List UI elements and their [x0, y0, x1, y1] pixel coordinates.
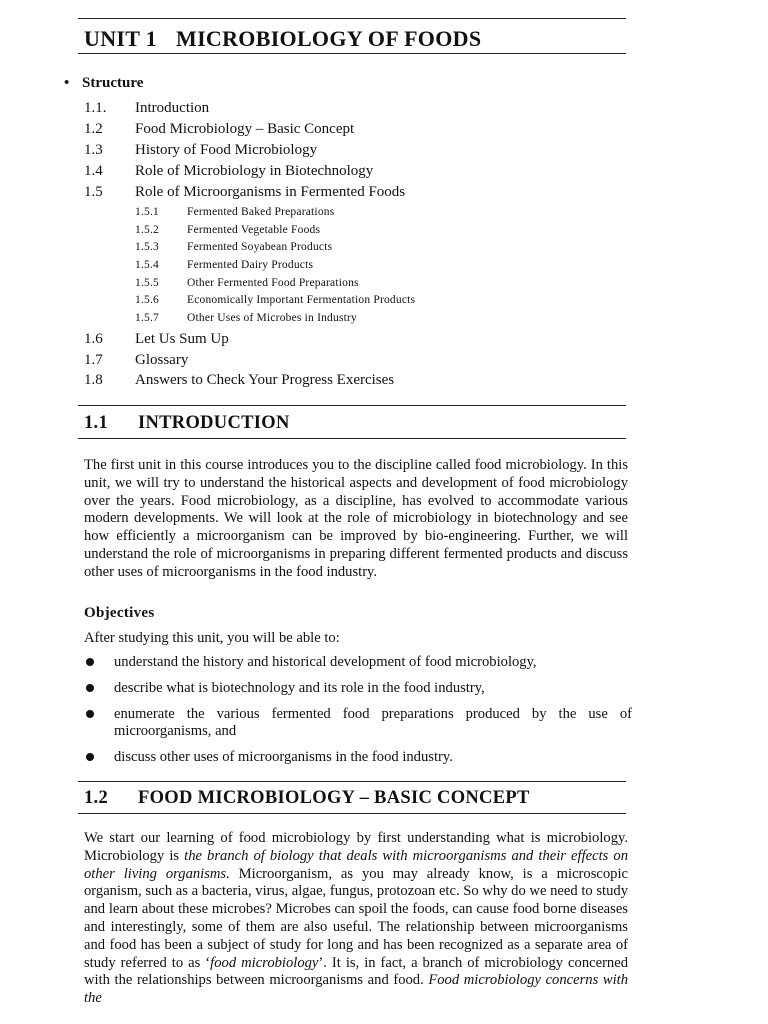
toc-subitem-number: 1.5.2: [135, 224, 159, 236]
section-rule-bottom: [78, 813, 626, 814]
toc-subitem-number: 1.5.4: [135, 259, 159, 271]
bullet-dot-icon: [86, 684, 94, 692]
toc-subitem-label: Fermented Vegetable Foods: [187, 224, 321, 236]
list-item: [84, 749, 632, 767]
toc-subitem-number: 1.5.7: [135, 312, 159, 324]
toc-item-label: Let Us Sum Up: [135, 331, 229, 347]
list-item-text: enumerate the various fermented food preparations produced by the use of microorganisms, and: [114, 705, 632, 740]
section-heading-introduction: [84, 413, 290, 434]
section-rule-top: [78, 405, 626, 406]
toc-item-label: Introduction: [135, 100, 210, 116]
paragraph-emphasis: food microbiology: [210, 954, 319, 971]
section-number: 1.2: [84, 788, 109, 808]
toc-subitem-number: 1.5.6: [135, 294, 159, 306]
toc-item-number: 1.7: [84, 352, 103, 368]
paragraph-text: We start our learning of food microbiology by first understanding what is microbiology. Microbiology is: [84, 830, 628, 864]
toc-subitem-number: 1.5.5: [135, 277, 159, 289]
toc-subitem-number: 1.5.1: [135, 206, 159, 218]
unit-title: [84, 26, 624, 52]
unit-number: UNIT 1: [84, 26, 157, 51]
top-rule: [78, 18, 626, 19]
list-item-text: understand the history and historical development of food microbiology,: [114, 654, 537, 670]
paragraph-emphasis: Food microbiology concerns with the: [84, 972, 628, 1007]
list-item-text: discuss other uses of microorganisms in the food industry.: [114, 749, 453, 766]
toc-subitem-label: Other Fermented Food Preparations: [187, 277, 359, 289]
toc-item-number: 1.2: [84, 121, 103, 137]
structure-bullet: •: [64, 75, 70, 91]
toc-subitem-label: Fermented Dairy Products: [187, 259, 314, 271]
unit-title-underline: [78, 53, 626, 54]
structure-heading-text: Structure: [82, 75, 144, 91]
list-item: [84, 706, 632, 742]
toc-subitem-label: Other Uses of Microbes in Industry: [187, 312, 358, 324]
list-item-text: describe what is biotechnology and its role in the food industry,: [114, 679, 485, 696]
toc-item-label: Role of Microbiology in Biotechnology: [135, 163, 374, 179]
paragraph-text: ’. It is, in fact, a branch of microbiology concerned with the relationships between microorganisms and food.: [84, 954, 629, 989]
section-number: 1.1: [84, 413, 109, 433]
toc-item-number: 1.8: [84, 372, 103, 388]
toc-subitem-label: Economically Important Fermentation Products: [187, 294, 416, 306]
bullet-dot-icon: [86, 710, 94, 718]
structure-heading: [64, 75, 143, 92]
list-item: [84, 680, 632, 698]
toc-subitem-number: 1.5.3: [135, 241, 159, 253]
section-rule-bottom: [78, 438, 626, 439]
bullet-dot-icon: [86, 753, 94, 761]
objectives-list: [84, 654, 632, 775]
toc-subitem-label: Fermented Baked Preparations: [187, 206, 335, 218]
toc-item-label: Answers to Check Your Progress Exercises: [135, 372, 395, 388]
basic-concept-paragraph: [84, 830, 628, 1008]
toc-item-number: 1.6: [84, 331, 103, 347]
toc-item-label: History of Food Microbiology: [135, 142, 318, 158]
toc-item-number: 1.4: [84, 163, 103, 179]
toc-item-number: 1.1.: [84, 100, 107, 116]
paragraph-text: Microorganism, as you may already know, is a microscopic organism, such as a bacteria, virus, algae, fungus, protozoan etc. So why do we need to study and learn about these microbes? Microbes can spoil the foods, can cause food borne diseases and interestingly, some of them are also useful. The relationship between microorganisms and food has been a subject of study for long and has been recognized as a separate area of study referred to as ‘: [84, 865, 628, 971]
list-item: [84, 654, 632, 672]
section-heading-basic-concept: [84, 788, 530, 809]
toc-item-label: Food Microbiology – Basic Concept: [135, 121, 355, 137]
section-title: FOOD MICROBIOLOGY – BASIC CONCEPT: [138, 788, 530, 808]
toc-item-label: Role of Microorganisms in Fermented Foods: [135, 184, 406, 200]
objectives-heading: Objectives: [84, 605, 155, 621]
introduction-paragraph: The first unit in this course introduces you to the discipline called food microbiology. In this unit, we will try to understand the historical aspects and development of food microbiology over the years. Food microbiology, as a discipline, has evolved to accommodate various modern developments. We will look at the role of microbiology in biotechnology and see how efficiently a microorganism can be improved by bio-engineering. Further, we will understand the role of microorganisms in preparing different fermented products and discuss other uses of microorganisms in the food industry.: [84, 457, 628, 580]
section-rule-top: [78, 781, 626, 782]
section-title: INTRODUCTION: [138, 413, 290, 433]
unit-title-text: MICROBIOLOGY OF FOODS: [176, 26, 482, 51]
toc-subitem-label: Fermented Soyabean Products: [187, 241, 333, 253]
paragraph-emphasis: the branch of biology that deals with microorganisms and their effects on other living organisms.: [84, 847, 628, 882]
toc-item-number: 1.5: [84, 184, 103, 200]
toc-item-label: Glossary: [135, 352, 189, 368]
toc-item-number: 1.3: [84, 142, 103, 158]
bullet-dot-icon: [86, 658, 94, 666]
objectives-intro: After studying this unit, you will be able to:: [84, 630, 340, 646]
